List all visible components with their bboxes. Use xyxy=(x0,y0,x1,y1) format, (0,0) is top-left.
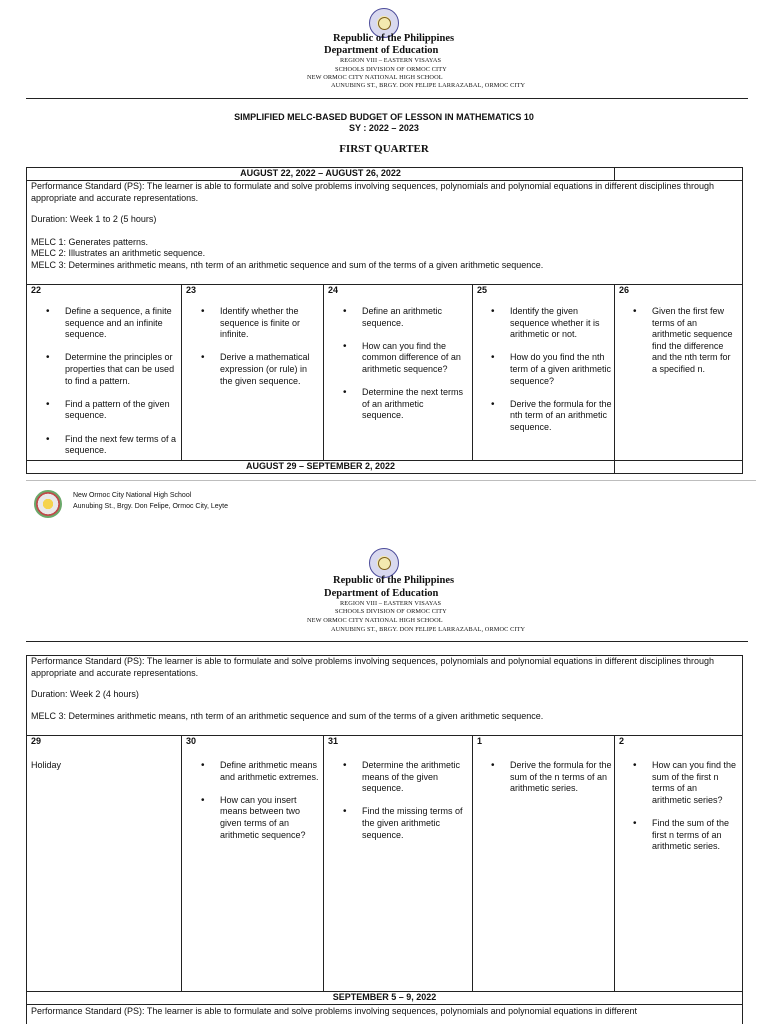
objective-item: • Define an arithmetic sequence. xyxy=(362,306,466,329)
week1-day-23 xyxy=(182,285,324,461)
holiday-label: Holiday xyxy=(31,760,62,770)
week3-date-header xyxy=(27,992,742,1005)
week3-date-text: SEPTEMBER 5 – 9, 2022 xyxy=(332,992,437,1002)
week1-table xyxy=(26,167,743,474)
week1-melc1: MELC 1: Generates patterns. xyxy=(31,236,149,247)
objective-item: • How can you find the sum of the first n terms of an arithmetic series? xyxy=(652,760,738,806)
objective-item: • How can you find the common difference of an arithmetic sequence? xyxy=(362,341,466,376)
day-objectives xyxy=(220,760,320,853)
day-number: 24 xyxy=(328,285,339,295)
objective-item: • Determine the arithmetic means of the given sequence. xyxy=(362,760,468,795)
objective-item: • Determine the principles or properties that can be used to find a pattern. xyxy=(65,352,177,387)
day-number: 22 xyxy=(31,285,42,295)
week2-day-29 xyxy=(27,736,182,992)
next-week-date-text: AUGUST 29 – SEPTEMBER 2, 2022 xyxy=(245,461,396,471)
day-objectives xyxy=(652,306,738,387)
week1-duration: Duration: Week 1 to 2 (5 hours) xyxy=(31,214,157,224)
page-divider xyxy=(26,480,756,481)
day-objectives xyxy=(220,306,320,399)
objective-item: • Determine the next terms of an arithmetic sequence. xyxy=(362,387,466,422)
division-line: SCHOOLS DIVISION OF ORMOC CITY xyxy=(335,608,447,615)
week1-day-25 xyxy=(473,285,615,461)
deped-seal-icon xyxy=(369,548,399,578)
week2-duration: Duration: Week 2 (4 hours) xyxy=(31,689,139,699)
document-title: SIMPLIFIED MELC-BASED BUDGET OF LESSON IN MATHEMATICS 10 xyxy=(234,112,534,122)
week2-day-2 xyxy=(615,736,742,992)
objective-item: • Identify the given sequence whether it is arithmetic or not. xyxy=(510,306,612,341)
week1-date-header xyxy=(27,168,615,181)
week1-next-header xyxy=(27,461,615,474)
week2-ps-block xyxy=(27,656,742,736)
footer-address: Aunubing St., Brgy. Don Felipe, Ormoc City, Leyte xyxy=(73,503,228,510)
day-objectives xyxy=(362,306,466,434)
letterhead-divider xyxy=(26,98,748,99)
republic-title: Republic of the Philippines xyxy=(333,575,455,586)
day-number: 31 xyxy=(328,736,339,746)
department-title: Department of Education xyxy=(324,45,439,56)
objective-item: • Derive a mathematical expression (or rule) in the given sequence. xyxy=(220,352,320,387)
objective-item: • Find a pattern of the given sequence. xyxy=(65,399,177,422)
day-number: 26 xyxy=(619,285,630,295)
week1-next-header-blank xyxy=(615,461,742,474)
week2-day-30 xyxy=(182,736,324,992)
department-title: Department of Education xyxy=(324,588,439,599)
week2-table xyxy=(26,655,743,1024)
objective-item: • Find the missing terms of the given arithmetic sequence. xyxy=(362,806,468,841)
day-objectives xyxy=(652,760,738,864)
day-number: 25 xyxy=(477,285,488,295)
week1-performance-standard: Performance Standard (PS): The learner is able to formulate and solve problems involving sequences, polynomials and polynomial equations in different disciplines through appropriate and accurate representations. xyxy=(31,181,715,203)
week2-day-1 xyxy=(473,736,615,992)
day-objectives xyxy=(510,306,612,445)
objective-item: • Identify whether the sequence is finite or infinite. xyxy=(220,306,320,341)
objective-item: • Define arithmetic means and arithmetic extremes. xyxy=(220,760,320,783)
week2-melc3: MELC 3: Determines arithmetic means, nth term of an arithmetic sequence and sum of the terms of a given arithmetic sequence. xyxy=(31,710,544,721)
week1-day-24 xyxy=(324,285,473,461)
day-objectives xyxy=(362,760,468,853)
week1-day-26 xyxy=(615,285,742,461)
day-number: 30 xyxy=(186,736,197,746)
address-line: AUNUBING ST., BRGY. DON FELIPE LARRAZABAL, ORMOC CITY xyxy=(331,82,526,89)
week2-day-31 xyxy=(324,736,473,992)
week1-melc3: MELC 3: Determines arithmetic means, nth term of an arithmetic sequence and sum of the terms of a given arithmetic sequence. xyxy=(31,259,544,270)
week1-melc2: MELC 2: Illustrates an arithmetic sequence. xyxy=(31,248,206,258)
objective-item: • Derive the formula for the nth term of an arithmetic sequence. xyxy=(510,399,612,434)
week3-performance-standard: Performance Standard (PS): The learner is able to formulate and solve problems involving sequences, polynomials and polynomial equations in different xyxy=(31,1006,638,1016)
objective-item: • Given the first few terms of an arithmetic sequence find the difference and the nth term for a specified n. xyxy=(652,306,738,376)
school-year: SY : 2022 – 2023 xyxy=(349,123,419,133)
day-objectives xyxy=(65,306,177,468)
school-line: NEW ORMOC CITY NATIONAL HIGH SCHOOL xyxy=(307,617,443,624)
objective-item: • How can you insert means between two given terms of an arithmetic sequence? xyxy=(220,795,320,841)
school-line: NEW ORMOC CITY NATIONAL HIGH SCHOOL xyxy=(307,74,443,81)
division-line: SCHOOLS DIVISION OF ORMOC CITY xyxy=(335,66,447,73)
objective-item: • Derive the formula for the sum of the n terms of an arithmetic series. xyxy=(510,760,612,795)
week2-performance-standard: Performance Standard (PS): The learner is able to formulate and solve problems involving sequences, polynomials and polynomial equations in different disciplines through appropriate and accurate representations. xyxy=(31,656,715,678)
day-number: 2 xyxy=(619,736,625,746)
school-logo-icon xyxy=(34,490,62,518)
quarter-title: FIRST QUARTER xyxy=(339,143,429,155)
republic-title: Republic of the Philippines xyxy=(333,33,455,44)
objective-item: • Find the next few terms of a sequence. xyxy=(65,434,177,457)
address-line: AUNUBING ST., BRGY. DON FELIPE LARRAZABAL, ORMOC CITY xyxy=(331,626,526,633)
letterhead-divider xyxy=(26,641,748,642)
week1-day-22 xyxy=(27,285,182,461)
day-number: 29 xyxy=(31,736,42,746)
objective-item: • How do you find the nth term of a given arithmetic sequence? xyxy=(510,352,612,387)
region-line: REGION VIII – EASTERN VISAYAS xyxy=(340,57,442,64)
footer-school: New Ormoc City National High School xyxy=(73,492,192,499)
objective-item: • Find the sum of the first n terms of an arithmetic series. xyxy=(652,818,738,853)
week1-ps-block xyxy=(27,181,742,285)
region-line: REGION VIII – EASTERN VISAYAS xyxy=(340,600,442,607)
objective-item: • Define a sequence, a finite sequence and an infinite sequence. xyxy=(65,306,177,341)
week1-header-blank xyxy=(615,168,743,181)
day-objectives xyxy=(510,760,612,806)
day-number: 1 xyxy=(477,736,483,746)
week1-date-text: AUGUST 22, 2022 – AUGUST 26, 2022 xyxy=(240,168,401,178)
day-number: 23 xyxy=(186,285,197,295)
